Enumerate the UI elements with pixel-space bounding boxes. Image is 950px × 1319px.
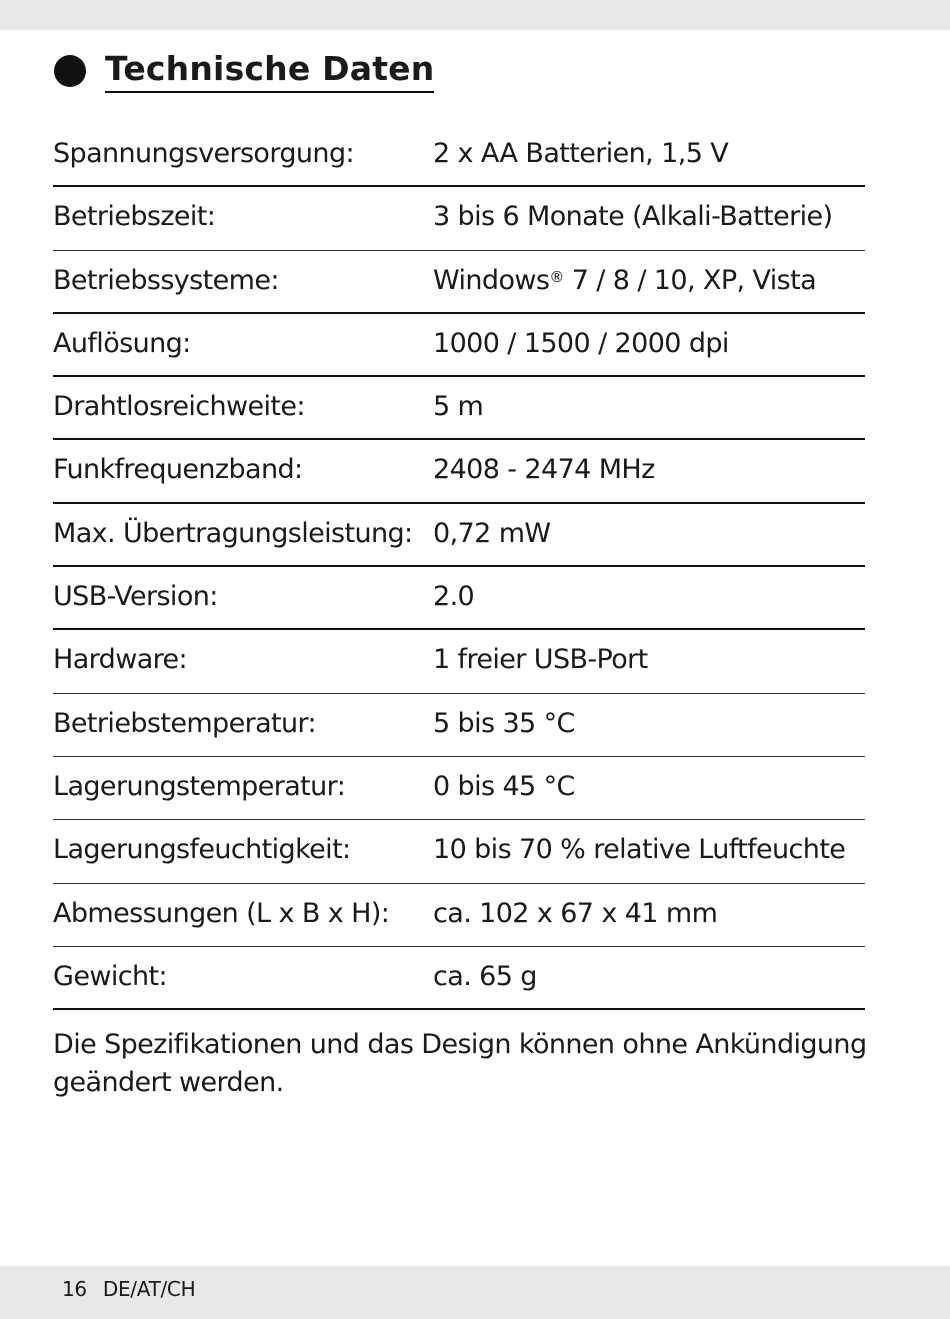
spec-value: 5 m — [433, 391, 484, 423]
spec-label: Spannungsversorgung: — [53, 138, 354, 169]
spec-value: 5 bis 35 °C — [433, 707, 575, 739]
spec-label: Betriebszeit: — [53, 201, 216, 233]
spec-row — [53, 504, 865, 567]
spec-value: 10 bis 70 % relative Luftfeuchte — [433, 834, 846, 866]
page-title: Technische Daten — [105, 48, 434, 93]
spec-row — [53, 124, 865, 187]
spec-row — [53, 757, 865, 820]
spec-value — [433, 265, 816, 297]
spec-value: ca. 65 g — [433, 960, 537, 992]
spec-row — [53, 820, 865, 883]
spec-row — [53, 440, 865, 503]
spec-value-versions: 7 / 8 / 10, XP, Vista — [563, 264, 817, 296]
spec-label: Gewicht: — [53, 960, 167, 992]
spec-label: Max. Übertragungsleistung: — [53, 517, 413, 549]
spec-label: Lagerungstemperatur: — [53, 770, 346, 802]
spec-value: 0 bis 45 °C — [433, 770, 575, 802]
top-band — [0, 0, 950, 30]
spec-row — [53, 947, 865, 1010]
spec-value: 2408 - 2474 MHz — [433, 454, 655, 486]
spec-label: Hardware: — [53, 644, 188, 676]
registered-mark: ® — [549, 267, 564, 286]
spec-row — [53, 251, 865, 314]
spec-value-os: Windows — [433, 264, 550, 296]
spec-label: Betriebssysteme: — [53, 264, 279, 296]
spec-value: 1 freier USB-Port — [433, 644, 648, 676]
spec-table — [53, 124, 865, 1010]
spec-label: Auflösung: — [53, 327, 191, 359]
spec-label: Drahtlosreichweite: — [53, 391, 305, 423]
bullet-icon — [54, 55, 86, 87]
spec-row — [53, 694, 865, 757]
spec-label: Funkfrequenzband: — [53, 454, 303, 486]
spec-value: 1000 / 1500 / 2000 dpi — [433, 327, 729, 359]
disclaimer-note: Die Spezifikationen und das Design können ohne Ankündigung geändert werden. — [53, 1029, 867, 1098]
spec-label: USB-Version: — [53, 581, 218, 613]
spec-row — [53, 187, 865, 250]
spec-value: 2 x AA Batterien, 1,5 V — [433, 138, 729, 169]
page-number: 16 — [62, 1277, 87, 1301]
region-code: DE/AT/CH — [102, 1277, 196, 1301]
spec-label: Lagerungsfeuchtigkeit: — [53, 834, 351, 866]
spec-label: Abmessungen (L x B x H): — [53, 897, 390, 929]
spec-value: 3 bis 6 Monate (Alkali-Batterie) — [433, 201, 833, 233]
section-heading — [54, 48, 434, 93]
spec-value: ca. 102 x 67 x 41 mm — [433, 897, 718, 929]
spec-row — [53, 567, 865, 630]
spec-row — [53, 377, 865, 440]
spec-value: 0,72 mW — [433, 517, 551, 549]
spec-label: Betriebstemperatur: — [53, 707, 317, 739]
spec-value: 2.0 — [433, 581, 475, 613]
spec-row — [53, 884, 865, 947]
spec-row — [53, 630, 865, 693]
page-footer — [62, 1277, 195, 1301]
spec-row — [53, 314, 865, 377]
